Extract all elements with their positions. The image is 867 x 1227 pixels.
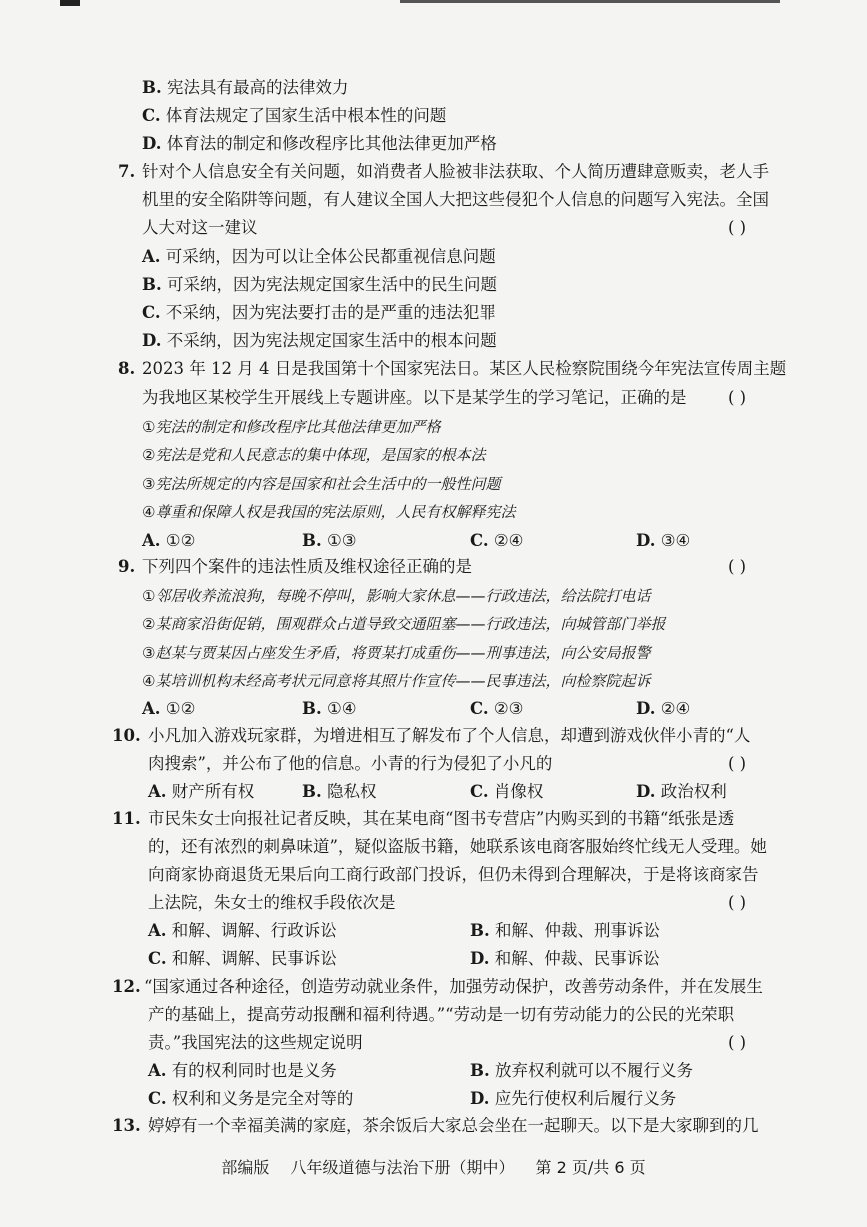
q9-case-3: ③赵某与贾某因占座发生矛盾，将贾某打成重伤——刑事违法，向公安局报警 xyxy=(142,644,651,662)
q9-option-c: C. ②③ xyxy=(470,699,524,718)
footer-subject: 八年级道德与法治下册（期中） xyxy=(290,1158,515,1177)
q12-stem-2: 产的基础上，提高劳动报酬和福利待遇。”“劳动是一切有劳动能力的公民的光荣职 xyxy=(148,1005,735,1024)
q7-option-d: D. 不采纳，因为宪法规定国家生活中的根本问题 xyxy=(142,331,497,350)
q6-option-b: B. 宪法具有最高的法律效力 xyxy=(142,78,349,97)
q9-option-d: D. ②④ xyxy=(636,699,691,718)
q12-option-a: A. 有的权利同时也是义务 xyxy=(148,1061,337,1080)
q11-stem-4: 上法院，朱女士的维权手段依次是 xyxy=(148,893,396,912)
q9-case-2: ②某商家沿街促销，围观群众占道导致交通阻塞——行政违法，向城管部门举报 xyxy=(142,615,666,633)
q12-number: 12. xyxy=(112,977,141,996)
q12-stem-1: “国家通过各种途径，创造劳动就业条件，加强劳动保护，改善劳动条件，并在发展生 xyxy=(144,977,763,996)
q8-note-2: ②宪法是党和人民意志的集中体现，是国家的根本法 xyxy=(142,446,486,464)
q11-option-a: A. 和解、调解、行政诉讼 xyxy=(148,921,337,940)
footer-edition: 部编版 xyxy=(221,1158,270,1177)
q11-option-d: D. 和解、仲裁、民事诉讼 xyxy=(470,949,660,968)
q9-case-1: ①邻居收养流浪狗，每晚不停叫，影响大家休息——行政违法，给法院打电话 xyxy=(142,587,651,605)
q11-stem-1: 市民朱女士向报社记者反映，其在某电商“图书专营店”内购买到的书籍“纸张是透 xyxy=(148,809,735,828)
q8-option-c: C. ②④ xyxy=(470,531,524,550)
footer-page-number: 第 2 页/共 6 页 xyxy=(535,1158,646,1177)
q9-answer-paren: ( ) xyxy=(728,557,747,576)
q11-stem-2: 的，还有浓烈的刺鼻味道”，疑似盗版书籍，她联系该电商客服始终忙线无人受理。她 xyxy=(148,837,767,856)
q7-answer-paren: ( ) xyxy=(728,218,747,237)
q12-stem-3: 责。”我国宪法的这些规定说明 xyxy=(148,1033,363,1052)
q8-option-d: D. ③④ xyxy=(636,531,691,550)
q7-stem-2: 机里的安全陷阱等问题，有人建议全国人大把这些侵犯个人信息的问题写入宪法。全国 xyxy=(142,190,769,209)
page-footer xyxy=(0,1155,867,1178)
q7-option-b: B. 可采纳，因为宪法规定国家生活中的民生问题 xyxy=(142,275,497,294)
q10-stem-1: 小凡加入游戏玩家群，为增进相互了解发布了个人信息，却遭到游戏伙伴小青的“人 xyxy=(148,726,751,745)
q7-stem-3: 人大对这一建议 xyxy=(142,218,258,237)
q11-option-b: B. 和解、仲裁、刑事诉讼 xyxy=(470,921,660,940)
q9-number: 9. xyxy=(118,557,136,576)
q9-case-4: ④某培训机构未经高考状元同意将其照片作宣传——民事违法，向检察院起诉 xyxy=(142,672,651,690)
q12-option-d: D. 应先行使权利后履行义务 xyxy=(470,1089,677,1108)
q8-note-4: ④尊重和保障人权是我国的宪法原则，人民有权解释宪法 xyxy=(142,503,516,521)
q10-answer-paren: ( ) xyxy=(728,754,747,773)
q10-number: 10. xyxy=(112,726,141,745)
q8-stem-2: 为我地区某校学生开展线上专题讲座。以下是某学生的学习笔记，正确的是 xyxy=(142,388,687,407)
q10-option-a: A. 财产所有权 xyxy=(148,782,255,801)
q9-stem-1: 下列四个案件的违法性质及维权途径正确的是 xyxy=(142,557,472,576)
q10-option-b: B. 隐私权 xyxy=(302,782,377,801)
q11-option-c: C. 和解、调解、民事诉讼 xyxy=(148,949,337,968)
q8-note-1: ①宪法的制定和修改程序比其他法律更加严格 xyxy=(142,418,441,436)
q8-stem-1: 2023 年 12 月 4 日是我国第十个国家宪法日。某区人民检察院围绕今年宪法宣传周主题 xyxy=(142,359,787,378)
q12-option-c: C. 权利和义务是完全对等的 xyxy=(148,1089,354,1108)
q10-option-d: D. 政治权利 xyxy=(636,782,727,801)
q6-option-c: C. 体育法规定了国家生活中根本性的问题 xyxy=(142,106,447,125)
q12-answer-paren: ( ) xyxy=(728,1033,747,1052)
q11-number: 11. xyxy=(112,809,141,828)
q11-answer-paren: ( ) xyxy=(728,893,747,912)
q11-stem-3: 向商家协商退货无果后向工商行政部门投诉，但仍未得到合理解决，于是将该商家告 xyxy=(148,865,759,884)
q10-stem-2: 肉搜索”，并公布了他的信息。小青的行为侵犯了小凡的 xyxy=(148,754,553,773)
q9-option-b: B. ①④ xyxy=(302,699,357,718)
q9-option-a: A. ①② xyxy=(142,699,196,718)
q10-option-c: C. 肖像权 xyxy=(470,782,544,801)
q8-number: 8. xyxy=(118,359,136,378)
q6-option-d: D. 体育法的制定和修改程序比其他法律更加严格 xyxy=(142,134,497,153)
q12-option-b: B. 放弃权利就可以不履行义务 xyxy=(470,1061,693,1080)
q8-option-a: A. ①② xyxy=(142,531,196,550)
q8-answer-paren: ( ) xyxy=(728,388,747,407)
q7-number: 7. xyxy=(118,162,136,181)
q8-note-3: ③宪法所规定的内容是国家和社会生活中的一般性问题 xyxy=(142,475,501,493)
q7-stem-1: 针对个人信息安全有关问题，如消费者人脸被非法获取、个人简历遭肆意贩卖，老人手 xyxy=(142,162,769,181)
q7-option-c: C. 不采纳，因为宪法要打击的是严重的违法犯罪 xyxy=(142,303,496,322)
q13-number: 13. xyxy=(112,1116,141,1135)
q13-stem-1: 婷婷有一个幸福美满的家庭，茶余饭后大家总会坐在一起聊天。以下是大家聊到的几 xyxy=(148,1116,759,1135)
q7-option-a: A. 可采纳，因为可以让全体公民都重视信息问题 xyxy=(142,247,496,266)
q8-option-b: B. ①③ xyxy=(302,531,357,550)
